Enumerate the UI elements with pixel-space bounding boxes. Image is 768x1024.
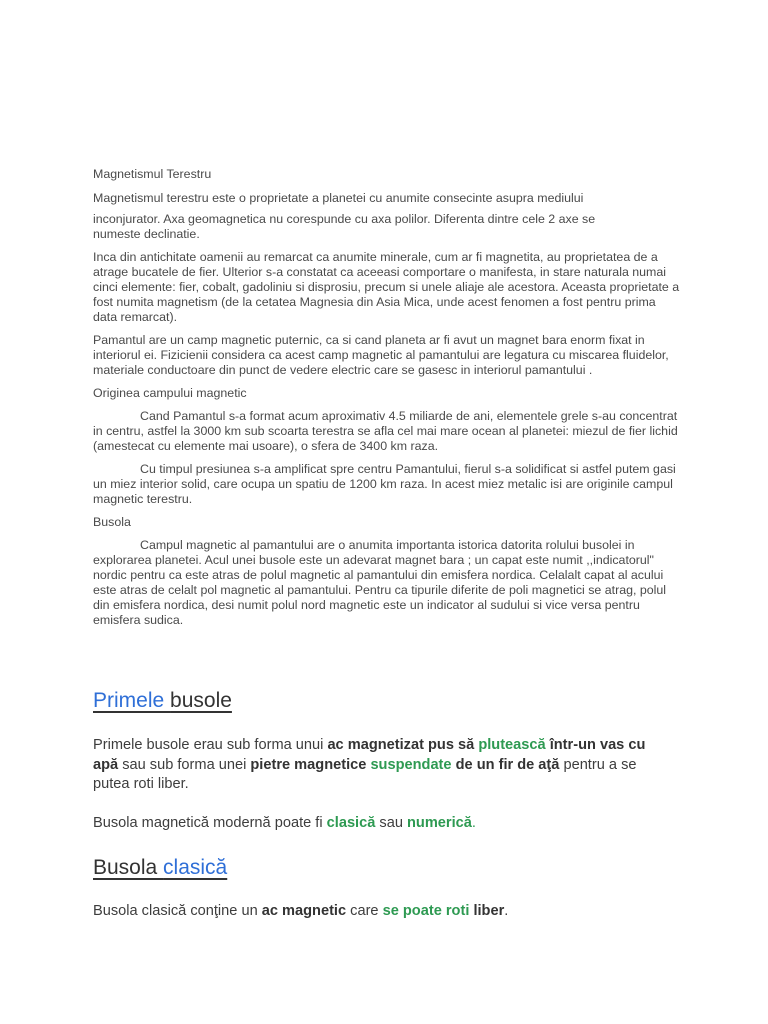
green-link[interactable]: plutească bbox=[478, 737, 546, 753]
bold-text: pietre magnetice bbox=[250, 756, 367, 773]
heading-origin: Originea campului magnetic bbox=[93, 386, 247, 400]
doc-title: Magnetismul Terestru bbox=[93, 167, 212, 181]
bold-text: ă bbox=[466, 737, 475, 753]
paragraph-4: Cand Pamantul s-a format acum aproximativ 4.5 miliarde de ani, elementele grele s-au concentrat in centru, astfel la 3000 km sub scoarta terestra se afla cel mai mare ocean al planetei: miezul de fier lichid (amestecat cu elemente mai usoare), o sfera de 3400 km raza. bbox=[93, 409, 678, 453]
bold-text: liber bbox=[473, 903, 505, 919]
text: sau sub forma unei bbox=[118, 756, 251, 773]
text: care bbox=[346, 903, 383, 919]
text: Busola magnetică modernă poate fi bbox=[93, 815, 327, 831]
paragraph-6: Campul magnetic al pamantului are o anumita importanta istorica datorita rolului busolei in explorarea planetei. Acul unei busole este un adevarat magnet bara ; un capat este numit ,,indicatorul" nordic pentru ca este atras de polul magnetic al pamantului din emisfera nordica. Celalalt capat al acului este atras de celalt pol magnetic al pamantului. Pentru ca tipurile diferite de poli magnetici se atrag, polul din emisfera nordica, desi numit polul nord magnetic este un indicator al sudului si vice versa pentru emisfera sudica. bbox=[93, 538, 667, 627]
bold-text: ac magnetizat pus s bbox=[327, 737, 467, 753]
heading-text: busole bbox=[170, 689, 232, 712]
paragraph-1b: inconjurator. Axa geomagnetica nu corespunde cu axa polilor. Diferenta dintre cele 2 axe se bbox=[93, 212, 596, 226]
bold-text: de un fir de aţă bbox=[455, 756, 560, 773]
rich-paragraph-3 bbox=[93, 902, 683, 922]
document-body bbox=[93, 167, 683, 628]
text: sau bbox=[375, 815, 407, 831]
section-modern-text bbox=[93, 814, 683, 834]
bold-text: într-un vas cu bbox=[549, 737, 646, 753]
green-link[interactable]: clasică bbox=[326, 815, 376, 831]
paragraph-1a: Magnetismul terestru este o proprietate a planetei cu anumite consecinte asupra mediului bbox=[93, 191, 584, 205]
rich-paragraph-1 bbox=[93, 736, 683, 795]
rich-paragraph-2 bbox=[93, 814, 683, 834]
green-link[interactable]: suspendate bbox=[370, 756, 452, 773]
green-link[interactable]: numerică bbox=[407, 815, 472, 831]
text: . bbox=[471, 815, 476, 831]
section-classic-compass bbox=[93, 856, 227, 880]
text: putea roti liber. bbox=[93, 776, 189, 792]
bold-text: apă bbox=[93, 756, 119, 773]
paragraph-3: Pamantul are un camp magnetic puternic, ca si cand planeta ar fi avut un magnet bara enorm fixat in interiorul ei. Fizicienii considera ca acest camp magnetic al pamantului are legatura cu miscarea fluidelor, materiale conductoare din punct de vedere electric care se gasesc in interiorul pamantului . bbox=[93, 333, 669, 377]
text: Busola clasică conţine un bbox=[93, 903, 262, 919]
section-first-compasses bbox=[93, 689, 232, 713]
heading-link[interactable]: clasică bbox=[163, 856, 228, 879]
paragraph-1c: numeste declinatie. bbox=[93, 227, 200, 241]
paragraph-5: Cu timpul presiunea s-a amplificat spre centru Pamantului, fierul s-a solidificat si astfel putem gasi un miez interior solid, care ocupa un spatiu de 1200 km raza. In acest miez metalic isi are originile campul magnetic terestru. bbox=[93, 462, 676, 506]
text: . bbox=[504, 903, 509, 919]
section-classic-text bbox=[93, 902, 683, 922]
text: pentru a se bbox=[559, 756, 637, 773]
heading-compass: Busola bbox=[93, 515, 131, 529]
paragraph-2: Inca din antichitate oamenii au remarcat ca anumite minerale, cum ar fi magnetita, au proprietatea de a atrage bucatele de fier. Ulterior s-a constatat ca aceeasi comportare o manifesta, in stare naturala numai cinci elemente: fier, cobalt, gadoliniu si disprosiu, precum si unele aliaje ale acestora. Aceasta proprietate a fost numita magnetism (de la cetatea Magnesia din Asia Mica, unde acest fenomen a fost pentru prima data remarcat). bbox=[93, 250, 680, 324]
bold-text: ac magnetic bbox=[261, 903, 347, 919]
heading-link[interactable]: Primele bbox=[93, 689, 171, 712]
section-first-compasses-text bbox=[93, 736, 683, 795]
section-heading-first-compasses bbox=[93, 689, 232, 713]
heading-text: Busola bbox=[93, 856, 164, 879]
section-heading-classic bbox=[93, 856, 227, 880]
text: Primele busole erau sub forma unui bbox=[93, 737, 328, 753]
green-link[interactable]: se poate roti bbox=[382, 903, 470, 919]
